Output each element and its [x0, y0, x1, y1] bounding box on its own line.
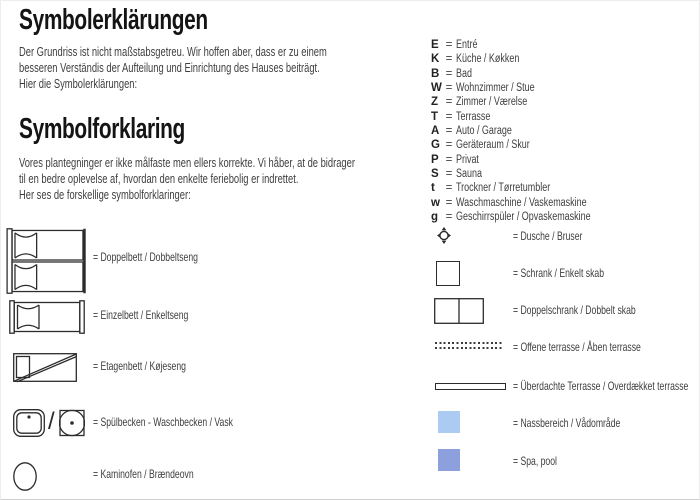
- shower-icon: [437, 227, 451, 244]
- abbr-letter: P: [431, 153, 439, 166]
- abbr-letter: w: [431, 196, 440, 209]
- double-bed-icon: [6, 228, 87, 294]
- abbr-meaning: Zimmer / Værelse: [456, 96, 528, 109]
- equals-sign: =: [445, 211, 453, 224]
- wet-area-label: = Nassbereich / Vådområde: [513, 416, 621, 430]
- abbreviation-row: [431, 196, 629, 210]
- abbreviation-row: [431, 167, 629, 181]
- abbreviation-row: [431, 153, 629, 167]
- bunk-bed-icon: [13, 353, 77, 383]
- abbr-meaning: Privat: [456, 153, 479, 166]
- abbr-letter: t: [431, 182, 435, 195]
- equals-sign: =: [445, 168, 453, 181]
- abbr-meaning: Entré: [456, 39, 478, 51]
- abbr-letter: B: [431, 67, 440, 80]
- abbr-meaning: Küche / Køkken: [456, 53, 520, 66]
- wood-stove-icon: [13, 462, 37, 491]
- danish-intro-text: [19, 155, 355, 203]
- danish-line-2: til en bedre oplevelse af, hvordan den enkelte feriebolig er indrettet.: [19, 171, 299, 186]
- spa-pool-label: = Spa, pool: [513, 454, 557, 468]
- abbr-meaning: Sauna: [456, 168, 482, 181]
- wet-area-swatch: [438, 411, 460, 433]
- cabinet-label: = Schrank / Enkelt skab: [513, 266, 605, 280]
- danish-line-1: Vores plantegninger er ikke målfaste men ellers korrekte. Vi håber, at de bidrager: [19, 155, 355, 170]
- abbreviation-row: [431, 138, 629, 152]
- abbreviation-list: [431, 38, 629, 224]
- covered-terrace-icon: [435, 383, 506, 390]
- abbr-meaning: Trockner / Tørretumbler: [456, 182, 551, 195]
- spa-pool-swatch: [438, 449, 460, 471]
- cabinet-icon: [436, 261, 460, 286]
- abbr-meaning: Geräteraum / Skur: [456, 139, 530, 152]
- abbreviation-row: [431, 124, 629, 138]
- single-bed-icon: [9, 300, 85, 334]
- equals-sign: =: [445, 39, 453, 51]
- equals-sign: =: [445, 153, 453, 166]
- equals-sign: =: [445, 67, 453, 80]
- equals-sign: =: [445, 96, 453, 109]
- abbr-meaning: Waschmaschine / Vaskemaskine: [456, 196, 587, 209]
- sink-square-icon: [59, 409, 85, 437]
- abbr-meaning: Terrasse: [456, 110, 491, 123]
- sink-label: = Spülbecken - Waschbecken / Vask: [93, 415, 233, 429]
- double-cabinet-label: = Doppelschrank / Dobbelt skab: [513, 303, 636, 317]
- abbreviation-row: [431, 210, 629, 224]
- danish-title: Symbolforklaring: [19, 113, 185, 145]
- german-line-1: Der Grundriss ist nicht maßstabsgetreu. Wir hoffen aber, dass er zu einem: [19, 44, 327, 59]
- slash-separator: /: [48, 408, 55, 435]
- abbr-letter: G: [431, 139, 440, 152]
- abbr-letter: Z: [431, 96, 439, 109]
- equals-sign: =: [445, 182, 453, 195]
- shower-label: = Dusche / Bruser: [513, 229, 583, 243]
- abbr-letter: S: [431, 168, 439, 181]
- abbr-meaning: Auto / Garage: [456, 125, 512, 138]
- equals-sign: =: [445, 82, 453, 95]
- abbr-meaning: Wohnzimmer / Stue: [456, 82, 535, 95]
- danish-line-3: Her ses de forskellige symbolforklaringer:: [19, 187, 191, 202]
- german-title: Symbolerklärungen: [19, 4, 208, 36]
- equals-sign: =: [445, 125, 453, 138]
- equals-sign: =: [445, 110, 453, 123]
- abbr-letter: E: [431, 39, 439, 51]
- abbr-letter: K: [431, 53, 440, 66]
- sink-round-icon: [13, 409, 45, 437]
- double-cabinet-icon: [434, 298, 484, 324]
- abbreviation-row: [431, 110, 629, 124]
- abbreviation-row: [431, 181, 629, 195]
- abbr-letter: T: [431, 110, 439, 123]
- bunk-bed-label: = Etagenbett / Køjeseng: [93, 359, 186, 373]
- wood-stove-label: = Kaminofen / Brændeovn: [93, 467, 194, 481]
- covered-terrace-label: = Überdachte Terrasse / Overdækket terrasse: [513, 379, 689, 393]
- abbr-letter: W: [431, 82, 442, 95]
- abbr-letter: A: [431, 125, 440, 138]
- equals-sign: =: [445, 139, 453, 152]
- abbreviation-row: [431, 81, 629, 95]
- double-bed-label: = Doppelbett / Dobbeltseng: [93, 250, 198, 264]
- abbreviation-row: [431, 38, 629, 52]
- abbr-letter: g: [431, 211, 439, 224]
- equals-sign: =: [445, 53, 453, 66]
- single-bed-label: = Einzelbett / Enkeltseng: [93, 308, 189, 322]
- abbr-meaning: Geschirrspüler / Opvaskemaskine: [456, 211, 591, 224]
- open-terrace-icon: [435, 342, 503, 352]
- equals-sign: =: [445, 196, 453, 209]
- abbreviation-row: [431, 67, 629, 81]
- abbreviation-row: [431, 95, 629, 109]
- german-line-2: besseren Verständis der Aufteilung und Einrichtung des Hauses beiträgt.: [19, 60, 320, 75]
- german-intro-text: [19, 44, 327, 92]
- open-terrace-label: = Offene terrasse / Åben terrasse: [513, 340, 641, 354]
- abbr-meaning: Bad: [456, 67, 472, 80]
- german-line-3: Hier die Symbolerklärungen:: [19, 76, 138, 91]
- abbreviation-row: [431, 52, 629, 66]
